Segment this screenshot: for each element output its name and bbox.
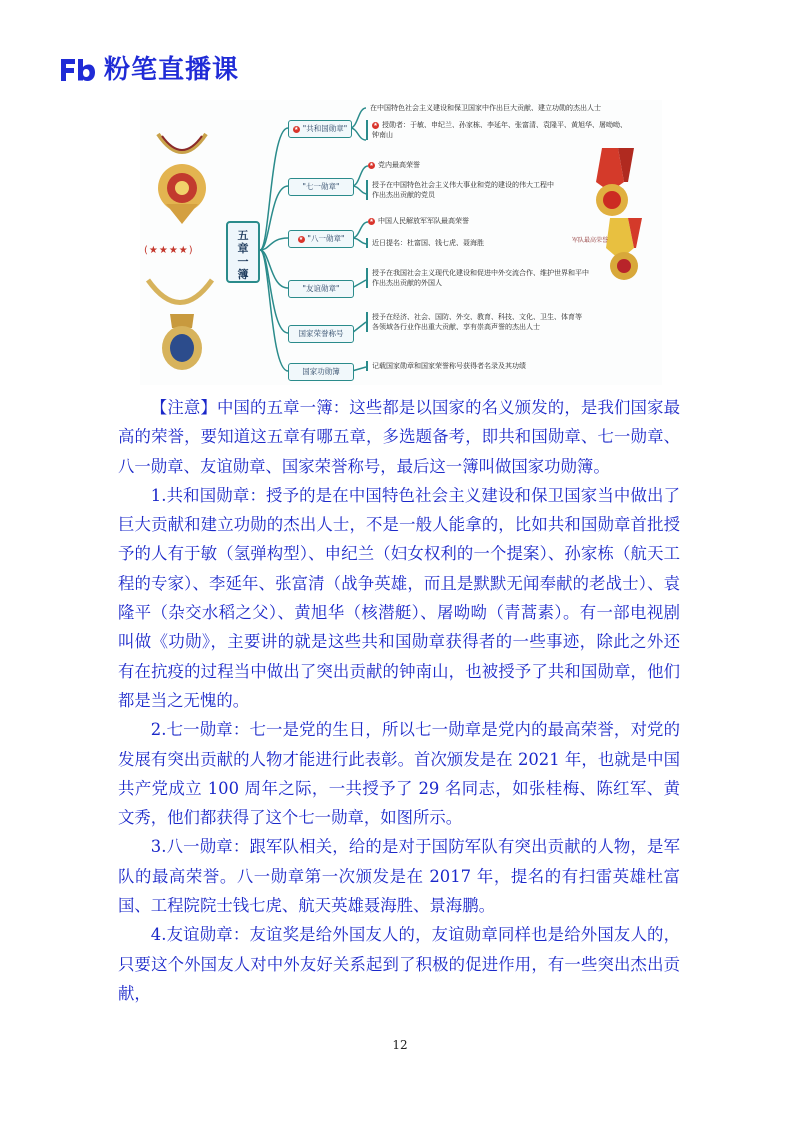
brand-name: 粉笔直播课 xyxy=(104,55,240,85)
node-desc-title xyxy=(368,216,469,226)
node-desc-box xyxy=(366,312,582,332)
star-icon: ★ xyxy=(373,122,378,128)
node-label: "八一勋章" xyxy=(307,234,345,243)
paragraph: 2.七一勋章：七一是党的生日，所以七一勋章是党内的最高荣誉，对党的发展有突出贡献的人物才能进行此表彰。首次颁发是在 2021 年，也就是中国共产党成立 100 周年之际，一共授予了 29 名同志，如张桂梅、陈红军、黄文秀，他们都获得了这个七一勋章，如图所示。 xyxy=(118,720,680,828)
star-icon: ★ xyxy=(369,218,374,224)
brand-logo xyxy=(58,50,239,90)
node-desc-box xyxy=(366,120,627,140)
node-desc: 在中国特色社会主义建设和保卫国家中作出巨大贡献、建立功勋的杰出人士 xyxy=(370,104,601,112)
center-char: 五 xyxy=(237,229,249,242)
center-char: 章 xyxy=(237,242,249,255)
node-label: 国家功勋簿 xyxy=(302,367,340,376)
node-desc: 党内最高荣誉 xyxy=(378,161,420,169)
paragraph: 1.共和国勋章：授予的是在中国特色社会主义建设和保卫国家当中做出了巨大贡献和建立功勋的杰出人士，不是一般人能拿的，比如共和国勋章首批授予的人有于敏（氢弹构型）、申纪兰（妇女权利的一个提案）、孙家栋（航天工程的专家）、李延年、张富清（战争英雄，而且是默默无闻奉献的老战士）、袁隆平（杂交水稻之父）、黄旭华（核潜艇）、屠呦呦（青蒿素）。有一部电视剧叫做《功勋》，主要讲的就是这些共和国勋章获得者的一些事迹，除此之外还有在抗疫的过程当中做出了突出贡献的钟南山，也被授予了共和国勋章，他们都是当之无愧的。 xyxy=(118,485,680,710)
medal-left-top-icon xyxy=(158,134,206,224)
node-rongyu xyxy=(288,325,354,343)
body-text xyxy=(118,393,680,1008)
stars-label: (★★★★) xyxy=(144,245,194,256)
node-desc: 作出杰出贡献的党员 xyxy=(372,191,435,199)
paragraph: 3.八一勋章：跟军队相关，给的是对于国防军队有突出贡献的人物，是军队的最高荣誉。八一勋章第一次颁发是在 2017 年，提名的有扫雷英雄杜富国、工程院院士钱七虎、航天英雄聂海胜、景海鹏。 xyxy=(118,837,680,916)
medal-label: 军队最高荣誉 xyxy=(572,237,609,244)
medal-left-bottom-icon xyxy=(148,280,212,370)
node-desc: 授勋者：于敏、申纪兰、孙家栋、李延年、张富清、袁隆平、黄旭华、屠呦呦、 xyxy=(382,121,627,129)
mind-map-diagram xyxy=(140,100,662,385)
node-desc: 钟南山 xyxy=(372,131,393,139)
star-icon: ★ xyxy=(298,236,304,242)
node-desc-title xyxy=(368,160,420,170)
node-desc-box xyxy=(366,180,554,200)
paragraph: 【注意】中国的五章一簿：这些都是以国家的名义颁发的，是我们国家最高的荣誉，要知道这五章有哪五章，多选题备考，即共和国勋章、七一勋章、八一勋章、友谊勋章、国家荣誉称号，最后这一簿叫做国家功勋簿。 xyxy=(118,398,680,476)
node-label: "共和国勋章" xyxy=(302,124,348,133)
star-icon: ★ xyxy=(369,162,374,168)
paragraph: 4.友谊勋章：友谊奖是给外国友人的，友谊勋章同样也是给外国友人的，只要这个外国友人对中外友好关系起到了积极的促进作用，有一些突出杰出贡献， xyxy=(118,925,680,1003)
node-desc-box xyxy=(366,238,484,248)
node-desc: 授予在我国社会主义现代化建设和促进中外交流合作、维护世界和平中 xyxy=(372,269,589,277)
center-node xyxy=(226,221,260,283)
node-desc: 近日提名：杜富国、钱七虎、聂海胜 xyxy=(372,239,484,247)
node-desc: 记载国家勋章和国家荣誉称号获得者名录及其功绩 xyxy=(372,362,526,370)
node-bayi xyxy=(288,230,354,248)
node-desc: 作出杰出贡献的外国人 xyxy=(372,279,442,287)
medal-right-gold-icon xyxy=(606,218,642,280)
node-label: "友谊勋章" xyxy=(302,284,340,293)
node-desc: 各领域各行业作出重大贡献、享有崇高声誉的杰出人士 xyxy=(372,323,540,331)
node-qiyi xyxy=(288,178,354,196)
node-desc: 中国人民解放军军队最高荣誉 xyxy=(378,217,469,225)
node-desc-box xyxy=(366,268,589,288)
fb-logo-icon xyxy=(58,55,96,85)
node-desc-box xyxy=(366,361,526,371)
node-label: 国家荣誉称号 xyxy=(298,329,344,338)
node-youyi xyxy=(288,280,354,298)
node-desc: 授予在经济、社会、国防、外交、教育、科技、文化、卫生、体育等 xyxy=(372,313,582,321)
node-gongheguo xyxy=(288,120,352,138)
page-number: 12 xyxy=(392,1038,408,1052)
center-char: 一 xyxy=(237,255,249,268)
node-desc: 授予在中国特色社会主义伟大事业和党的建设的伟大工程中 xyxy=(372,181,554,189)
medal-right-red-icon xyxy=(596,148,634,216)
node-label: "七一勋章" xyxy=(302,182,340,191)
node-gongxunbu xyxy=(288,363,354,381)
star-icon: ★ xyxy=(294,126,299,132)
center-char: 簿 xyxy=(237,268,249,281)
